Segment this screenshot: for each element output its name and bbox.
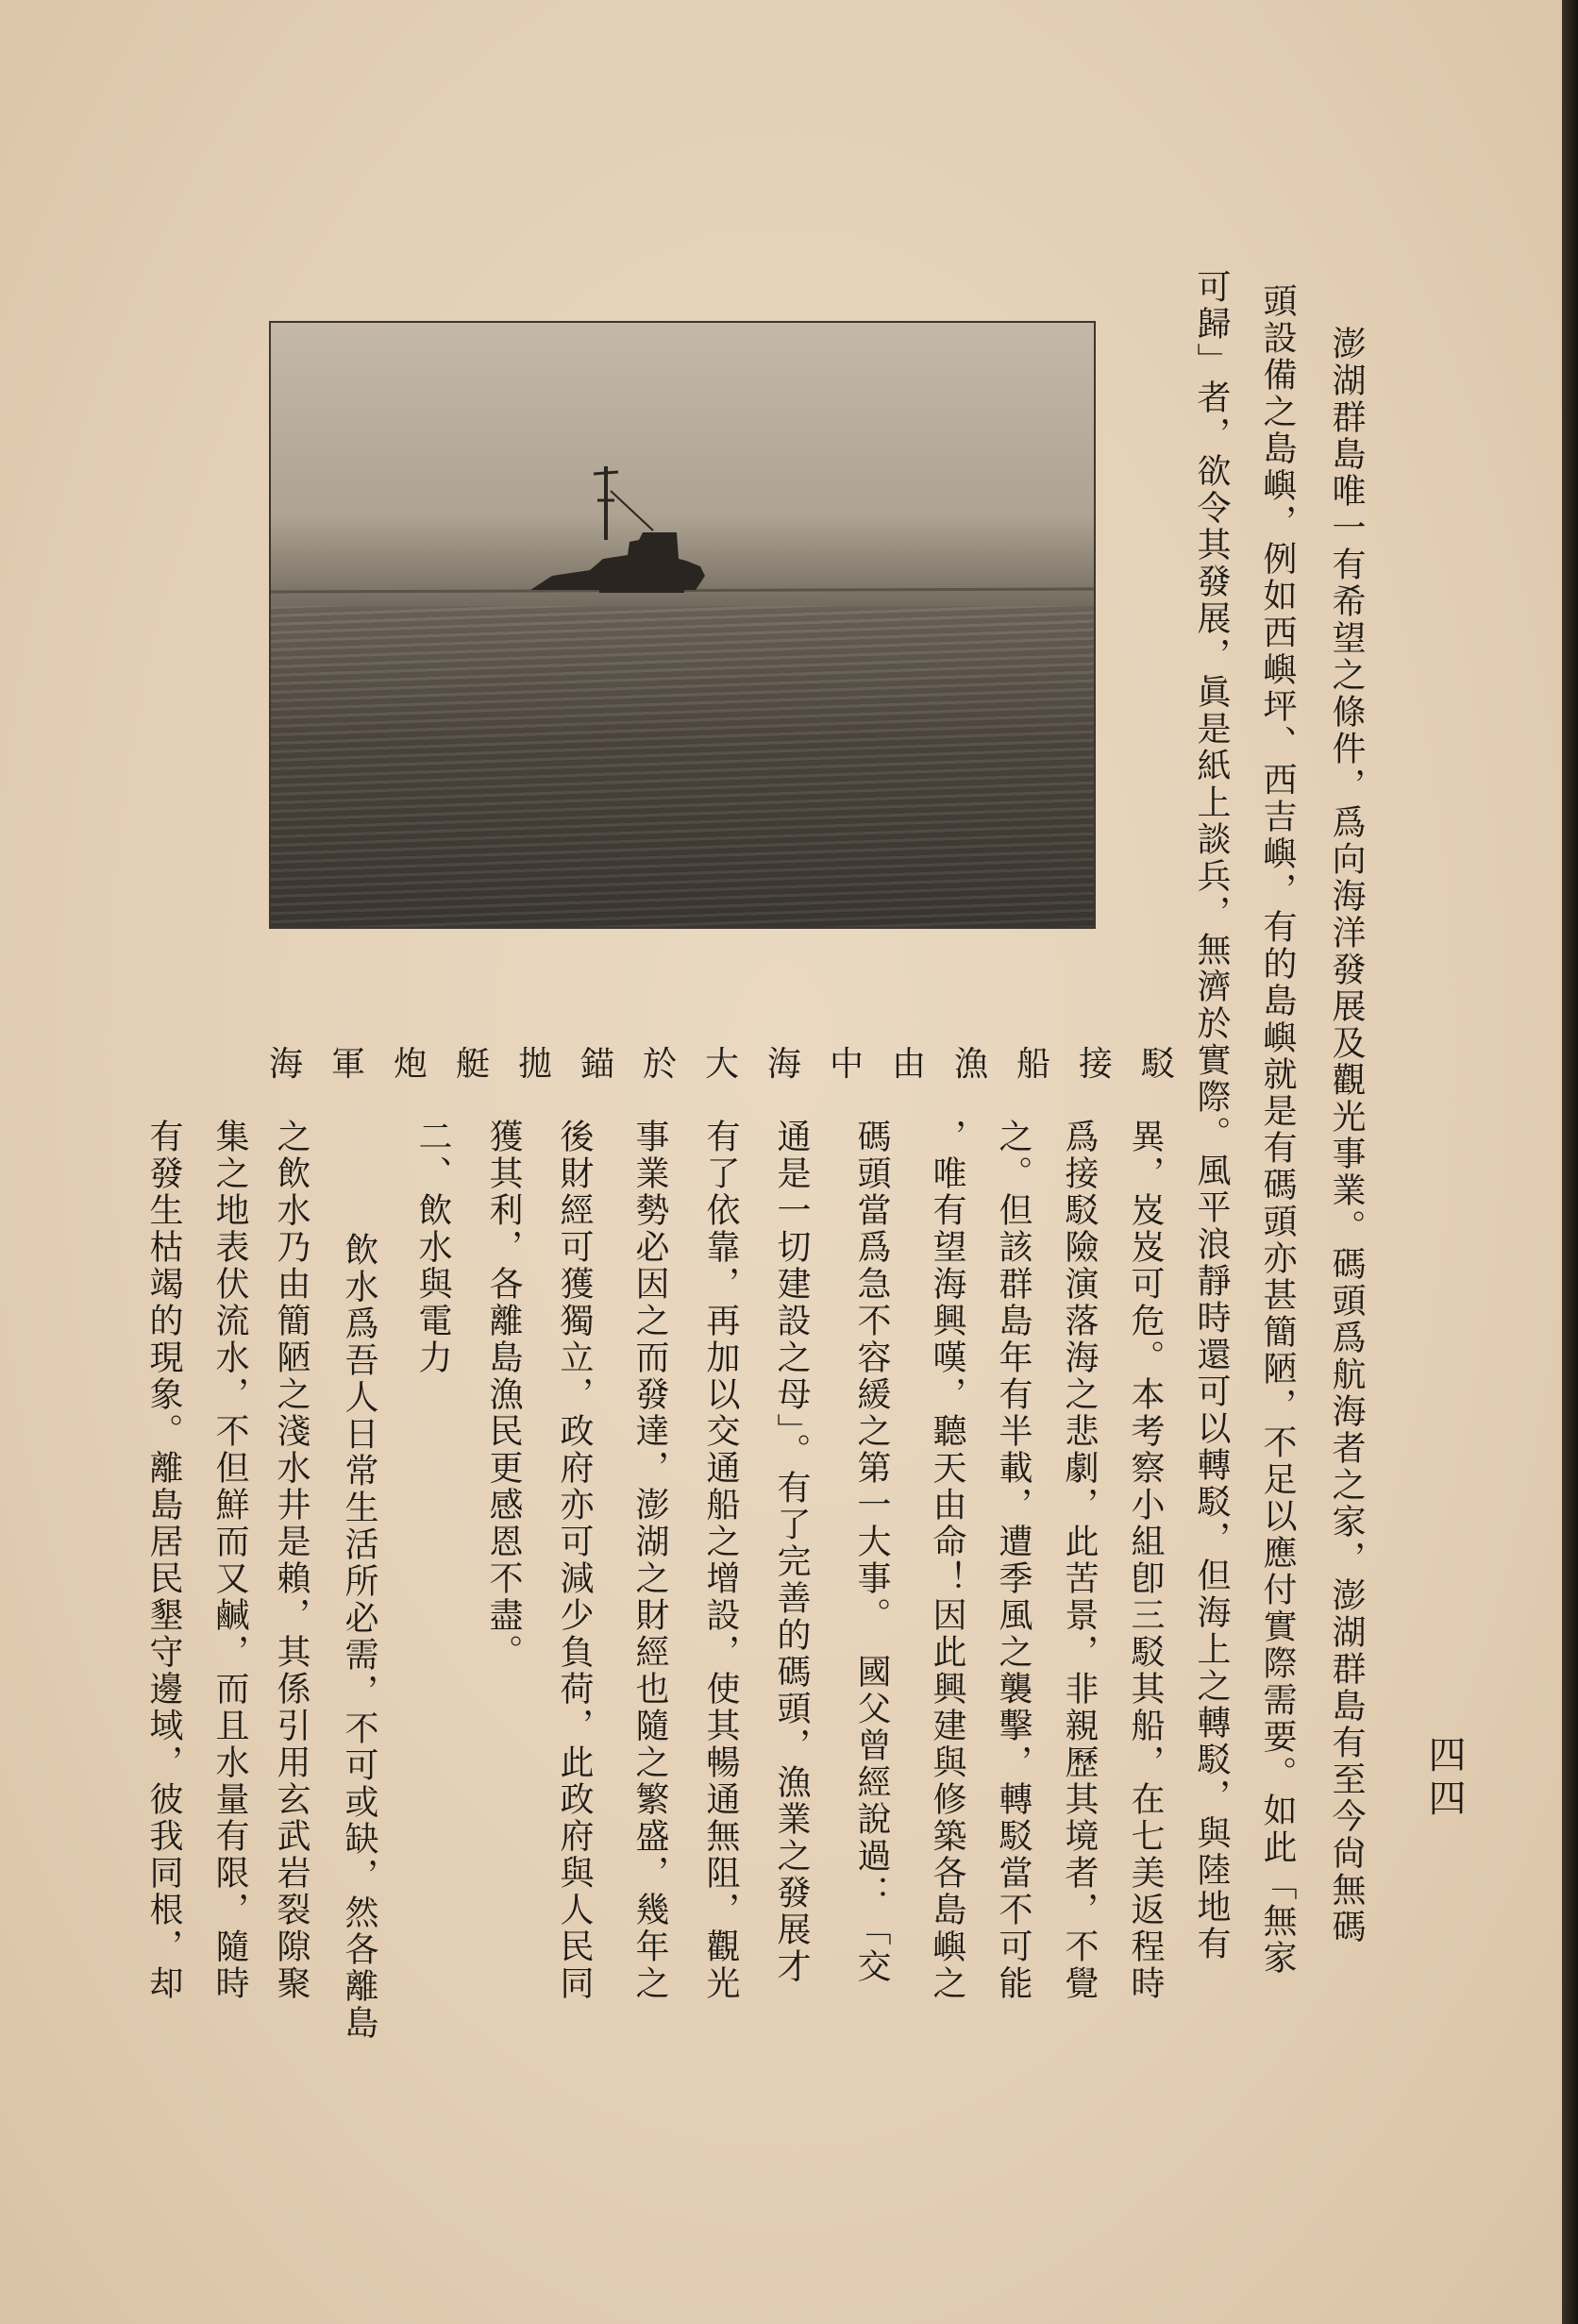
text-column: 碼頭當爲急不容緩之第一大事。 國父曾經說過：「交 — [852, 1119, 891, 1985]
text-column: 澎湖群島唯一有希望之條件，爲向海洋發展及觀光事業。碼頭爲航海者之家，澎湖群島有至今尙無碼 — [1327, 326, 1366, 1945]
text-column: 事業勢必因之而發達，澎湖之財經也隨之繁盛，幾年之 — [630, 1119, 669, 2002]
gunboat-illustration — [271, 323, 1094, 927]
text-column: 獲其利，各離島漁民更感恩不盡。 — [484, 1119, 523, 1671]
text-column: 有發生枯竭的現象。離島居民墾守邊域，彼我同根，却 — [144, 1119, 183, 2002]
page-number: 四四 — [1422, 1735, 1466, 1822]
text-column: 有了依靠，再加以交通船之增設，使其暢通無阻，觀光 — [701, 1119, 740, 2002]
text-column: 飲水爲吾人日常生活所必需，不可或缺，然各離島 — [340, 1232, 378, 2042]
photo-caption: 駁接船漁由中海大於錨拋艇炮軍海 — [269, 1045, 1204, 1084]
gunboat-photo — [269, 321, 1096, 929]
text-column: 後財經可獲獨立，政府亦可減少負荷，此政府與人民同 — [555, 1119, 594, 2002]
text-column: 異，岌岌可危。本考察小組卽三駁其船，在七美返程時 — [1126, 1119, 1165, 2002]
text-column: 通是一切建設之母」。有了完善的碼頭，漁業之發展才 — [772, 1119, 811, 1985]
page-edge — [1562, 0, 1578, 2324]
text-column: 可歸」者，欲令其發展，眞是紙上談兵，無濟於實際。風平浪靜時還可以轉駁，但海上之轉駁，與陸地有 — [1192, 269, 1231, 1962]
text-column: 之飲水乃由簡陋之淺水井是賴，其係引用玄武岩裂隙聚 — [272, 1119, 311, 2002]
text-column: 頭設備之島嶼，例如西嶼坪、西吉嶼，有的島嶼就是有碼頭亦甚簡陋，不足以應付實際需要。如此「無家 — [1258, 283, 1297, 1977]
text-column: 爲接駁險演落海之悲劇，此苦景，非親歷其境者，不覺 — [1060, 1119, 1099, 2002]
text-column: 之。但該群島年有半載，遭季風之襲擊，轉駁當不可能 — [994, 1119, 1032, 2002]
section-heading: 二、飲水與電力 — [413, 1119, 452, 1376]
text-column: ，唯有望海興嘆，聽天由命！因此興建與修築各島嶼之 — [928, 1119, 966, 2002]
text-column: 集之地表伏流水，不但鮮而又鹹，而且水量有限，隨時 — [210, 1119, 249, 2002]
